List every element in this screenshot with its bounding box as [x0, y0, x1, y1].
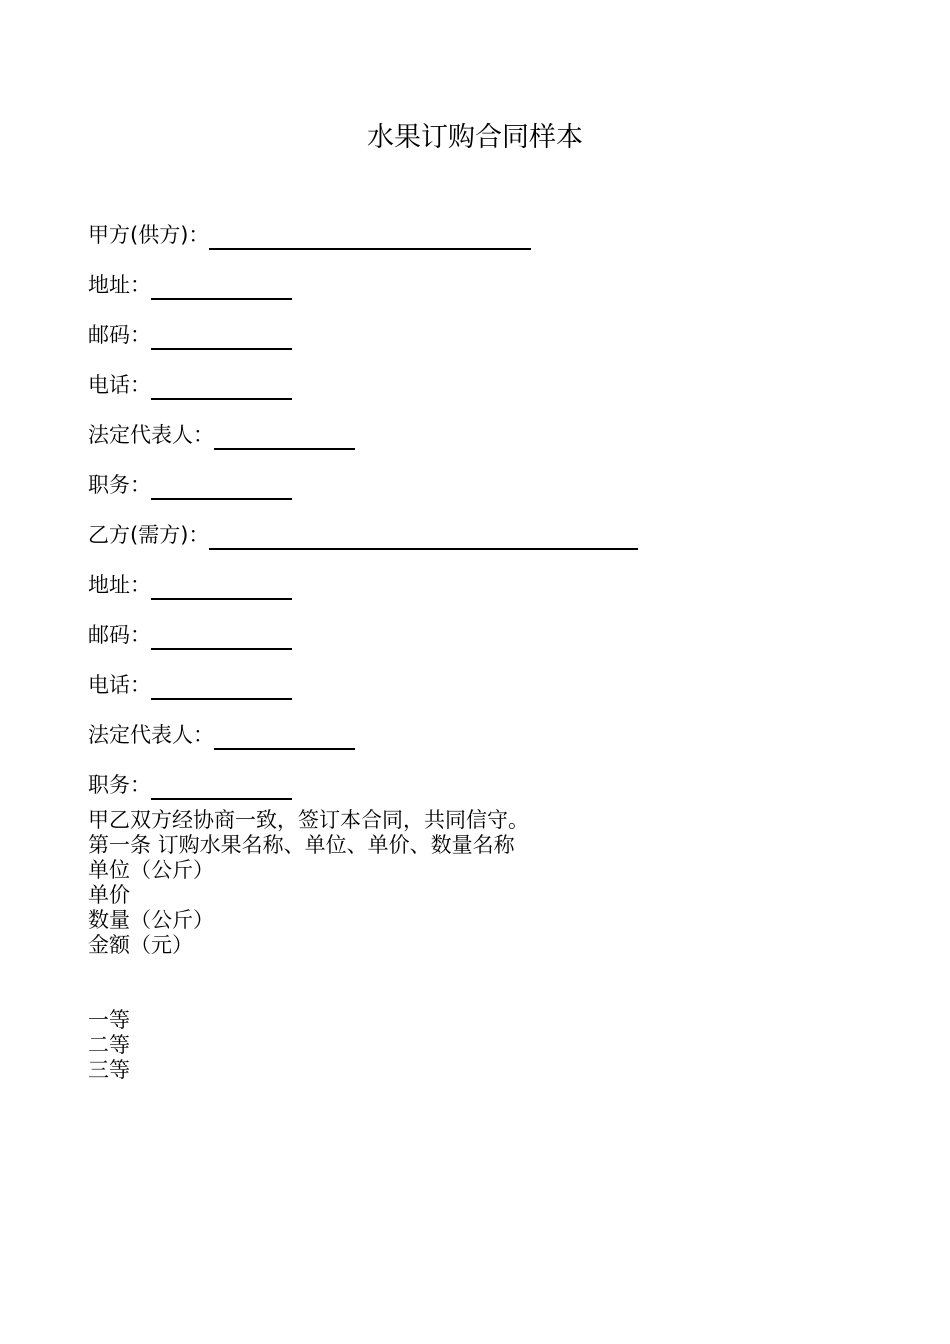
party-b-legal-rep-row — [88, 720, 355, 750]
party-b-label: 乙方(需方)： — [88, 523, 210, 547]
party-a-phone-blank[interactable] — [151, 376, 292, 400]
column-unit-label: 单位（公斤） — [88, 858, 214, 882]
party-b-postcode-row — [88, 620, 292, 650]
intro-text: 甲乙双方经协商一致，签订本合同，共同信守。 — [88, 808, 529, 832]
party-b-address-row — [88, 570, 292, 600]
page-title: 水果订购合同样本 — [367, 122, 583, 153]
party-a-blank[interactable] — [209, 226, 531, 250]
party-a-label: 甲方(供方)： — [88, 223, 210, 247]
column-price-label: 单价 — [88, 883, 130, 907]
party-b-address-blank[interactable] — [151, 576, 292, 600]
party-b-postcode-blank[interactable] — [151, 626, 292, 650]
party-a-legal-rep-label: 法定代表人： — [88, 423, 214, 447]
party-b-position-row — [88, 770, 292, 800]
party-a-position-blank[interactable] — [151, 476, 292, 500]
party-b-address-label: 地址： — [88, 573, 151, 597]
party-b-position-label: 职务： — [88, 773, 151, 797]
party-a-row — [88, 220, 531, 250]
column-quantity-label: 数量（公斤） — [88, 908, 214, 932]
party-a-legal-rep-row — [88, 420, 355, 450]
contract-body — [88, 808, 529, 1083]
party-a-position-label: 职务： — [88, 473, 151, 497]
party-b-phone-row — [88, 670, 292, 700]
party-a-address-label: 地址： — [88, 273, 151, 297]
party-b-phone-label: 电话： — [88, 673, 151, 697]
party-b-postcode-label: 邮码： — [88, 623, 151, 647]
party-b-row — [88, 520, 638, 550]
party-a-address-row — [88, 270, 292, 300]
party-b-position-blank[interactable] — [151, 776, 292, 800]
grade-item: 三等 — [88, 1058, 130, 1082]
article-1-heading: 第一条 订购水果名称、单位、单价、数量名称 — [88, 833, 515, 857]
party-a-postcode-row — [88, 320, 292, 350]
party-b-legal-rep-label: 法定代表人： — [88, 723, 214, 747]
party-b-phone-blank[interactable] — [151, 676, 292, 700]
grade-item: 二等 — [88, 1033, 130, 1057]
party-a-address-blank[interactable] — [151, 276, 292, 300]
party-b-legal-rep-blank[interactable] — [214, 726, 355, 750]
column-amount-label: 金额（元） — [88, 933, 193, 957]
party-a-position-row — [88, 470, 292, 500]
party-b-blank[interactable] — [209, 526, 638, 550]
party-a-postcode-label: 邮码： — [88, 323, 151, 347]
party-a-postcode-blank[interactable] — [151, 326, 292, 350]
grade-item: 一等 — [88, 1008, 130, 1032]
party-a-phone-label: 电话： — [88, 373, 151, 397]
party-a-legal-rep-blank[interactable] — [214, 426, 355, 450]
spacer — [88, 958, 529, 1008]
party-a-phone-row — [88, 370, 292, 400]
